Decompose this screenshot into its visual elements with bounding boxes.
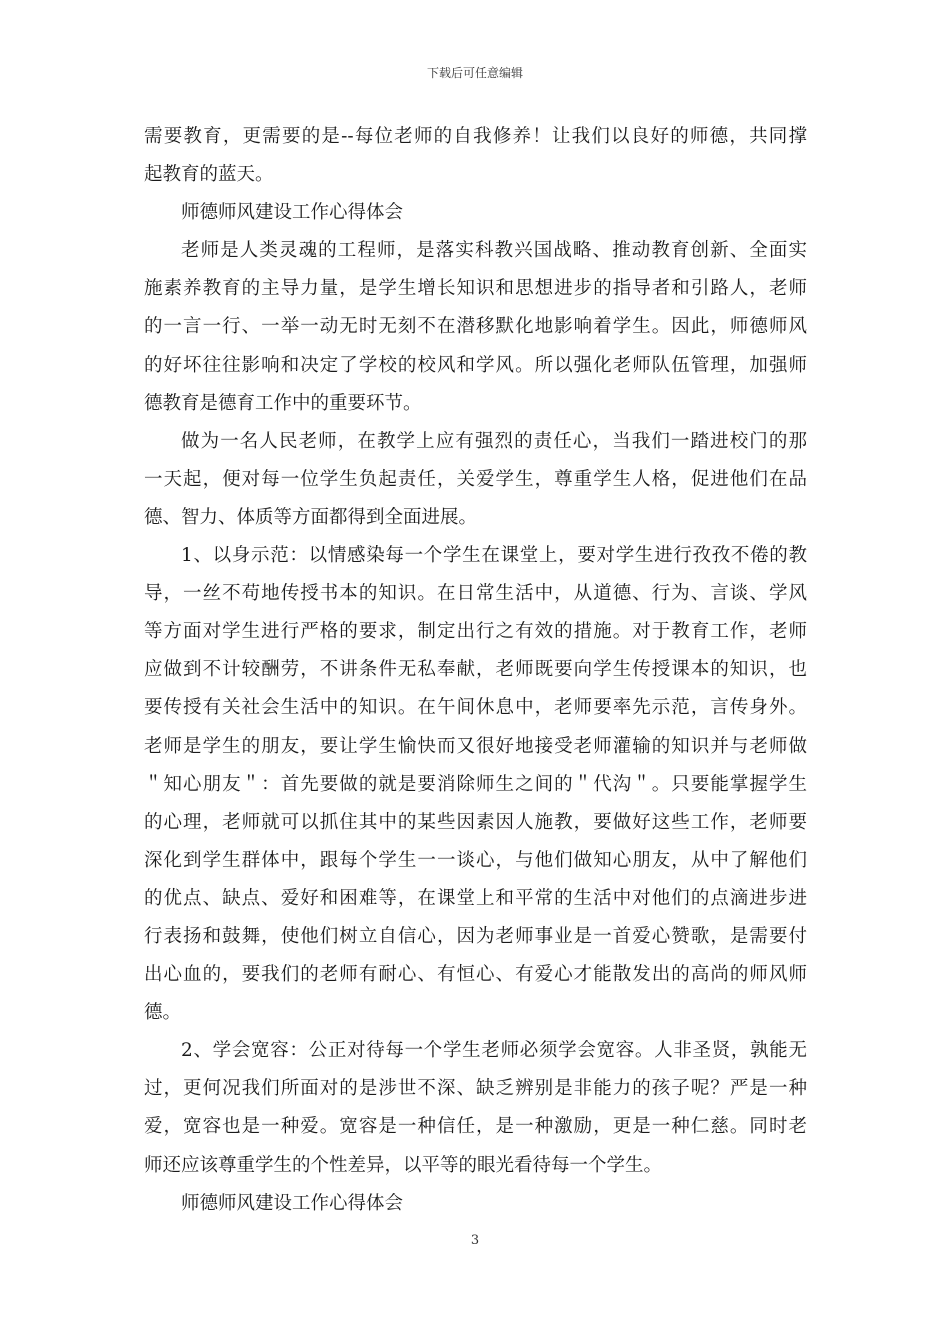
text-line: ＂知心朋友＂：首先要做的就是要消除师生之间的＂代沟＂。只要能掌握学生 bbox=[144, 773, 807, 795]
text-line: 师还应该尊重学生的个性差异，以平等的眼光看待每一个学生。 bbox=[144, 1154, 663, 1176]
text-line: 一天起，便对每一位学生负起责任，关爱学生，尊重学生人格，促进他们在品 bbox=[144, 468, 807, 490]
text-line: 2、学会宽容：公正对待每一个学生老师必须学会宽容。人非圣贤，孰能无 bbox=[181, 1040, 807, 1062]
text-line: 需要教育，更需要的是--每位老师的自我修养！让我们以良好的师德，共同撑 bbox=[144, 126, 807, 147]
text-line: 深化到学生群体中，跟每个学生一一谈心，与他们做知心朋友，从中了解他们 bbox=[144, 849, 807, 871]
text-line: 师德师风建设工作心得体会 bbox=[181, 202, 404, 224]
text-line: 导，一丝不苟地传授书本的知识。在日常生活中，从道德、行为、言谈、学风 bbox=[144, 583, 807, 605]
text-line: 应做到不计较酬劳，不讲条件无私奉献，老师既要向学生传授课本的知识，也 bbox=[144, 659, 807, 681]
text-line: 过，更何况我们所面对的是涉世不深、缺乏辨别是非能力的孩子呢？严是一种 bbox=[144, 1078, 807, 1100]
text-line: 起教育的蓝天。 bbox=[144, 164, 274, 186]
text-line: 德。 bbox=[144, 1002, 182, 1024]
page-number: 3 bbox=[470, 1233, 480, 1248]
text-line: 行表扬和鼓舞，使他们树立自信心，因为老师事业是一首爱心赞歌，是需要付 bbox=[144, 925, 807, 947]
text-line: 等方面对学生进行严格的要求，制定出行之有效的措施。对于教育工作，老师 bbox=[144, 621, 807, 643]
text-line: 老师是人类灵魂的工程师，是落实科教兴国战略、推动教育创新、全面实 bbox=[181, 240, 807, 262]
text-line: 的优点、缺点、爱好和困难等，在课堂上和平常的生活中对他们的点滴进步进 bbox=[144, 887, 807, 909]
text-line: 要传授有关社会生活中的知识。在午间休息中，老师要率先示范，言传身外。 bbox=[144, 697, 807, 719]
text-line: 爱，宽容也是一种爱。宽容是一种信任，是一种激励，更是一种仁慈。同时老 bbox=[144, 1116, 807, 1138]
text-line: 做为一名人民老师，在教学上应有强烈的责任心，当我们一踏进校门的那 bbox=[181, 430, 807, 452]
text-line: 施素养教育的主导力量，是学生增长知识和思想进步的指导者和引路人，老师 bbox=[144, 278, 807, 300]
text-line: 的一言一行、一举一动无时无刻不在潜移默化地影响着学生。因此，师德师风 bbox=[144, 316, 807, 338]
text-line: 老师是学生的朋友，要让学生愉快而又很好地接受老师灌输的知识并与老师做 bbox=[144, 735, 807, 757]
text-line: 德、智力、体质等方面都得到全面进展。 bbox=[144, 506, 478, 528]
page-header: 下载后可任意编辑 bbox=[426, 66, 523, 80]
text-line: 1、以身示范：以情感染每一个学生在课堂上，要对学生进行孜孜不倦的教 bbox=[181, 545, 807, 567]
text-line: 的心理，老师就可以抓住其中的某些因素因人施教，要做好这些工作，老师要 bbox=[144, 811, 807, 833]
text-line: 的好坏往往影响和决定了学校的校风和学风。所以强化老师队伍管理，加强师 bbox=[144, 354, 807, 376]
document-body bbox=[144, 118, 807, 1223]
text-line: 出心血的，要我们的老师有耐心、有恒心、有爱心才能散发出的高尚的师风师 bbox=[144, 964, 807, 986]
text-line: 德教育是德育工作中的重要环节。 bbox=[144, 392, 422, 414]
text-line: 师德师风建设工作心得体会 bbox=[181, 1192, 404, 1214]
